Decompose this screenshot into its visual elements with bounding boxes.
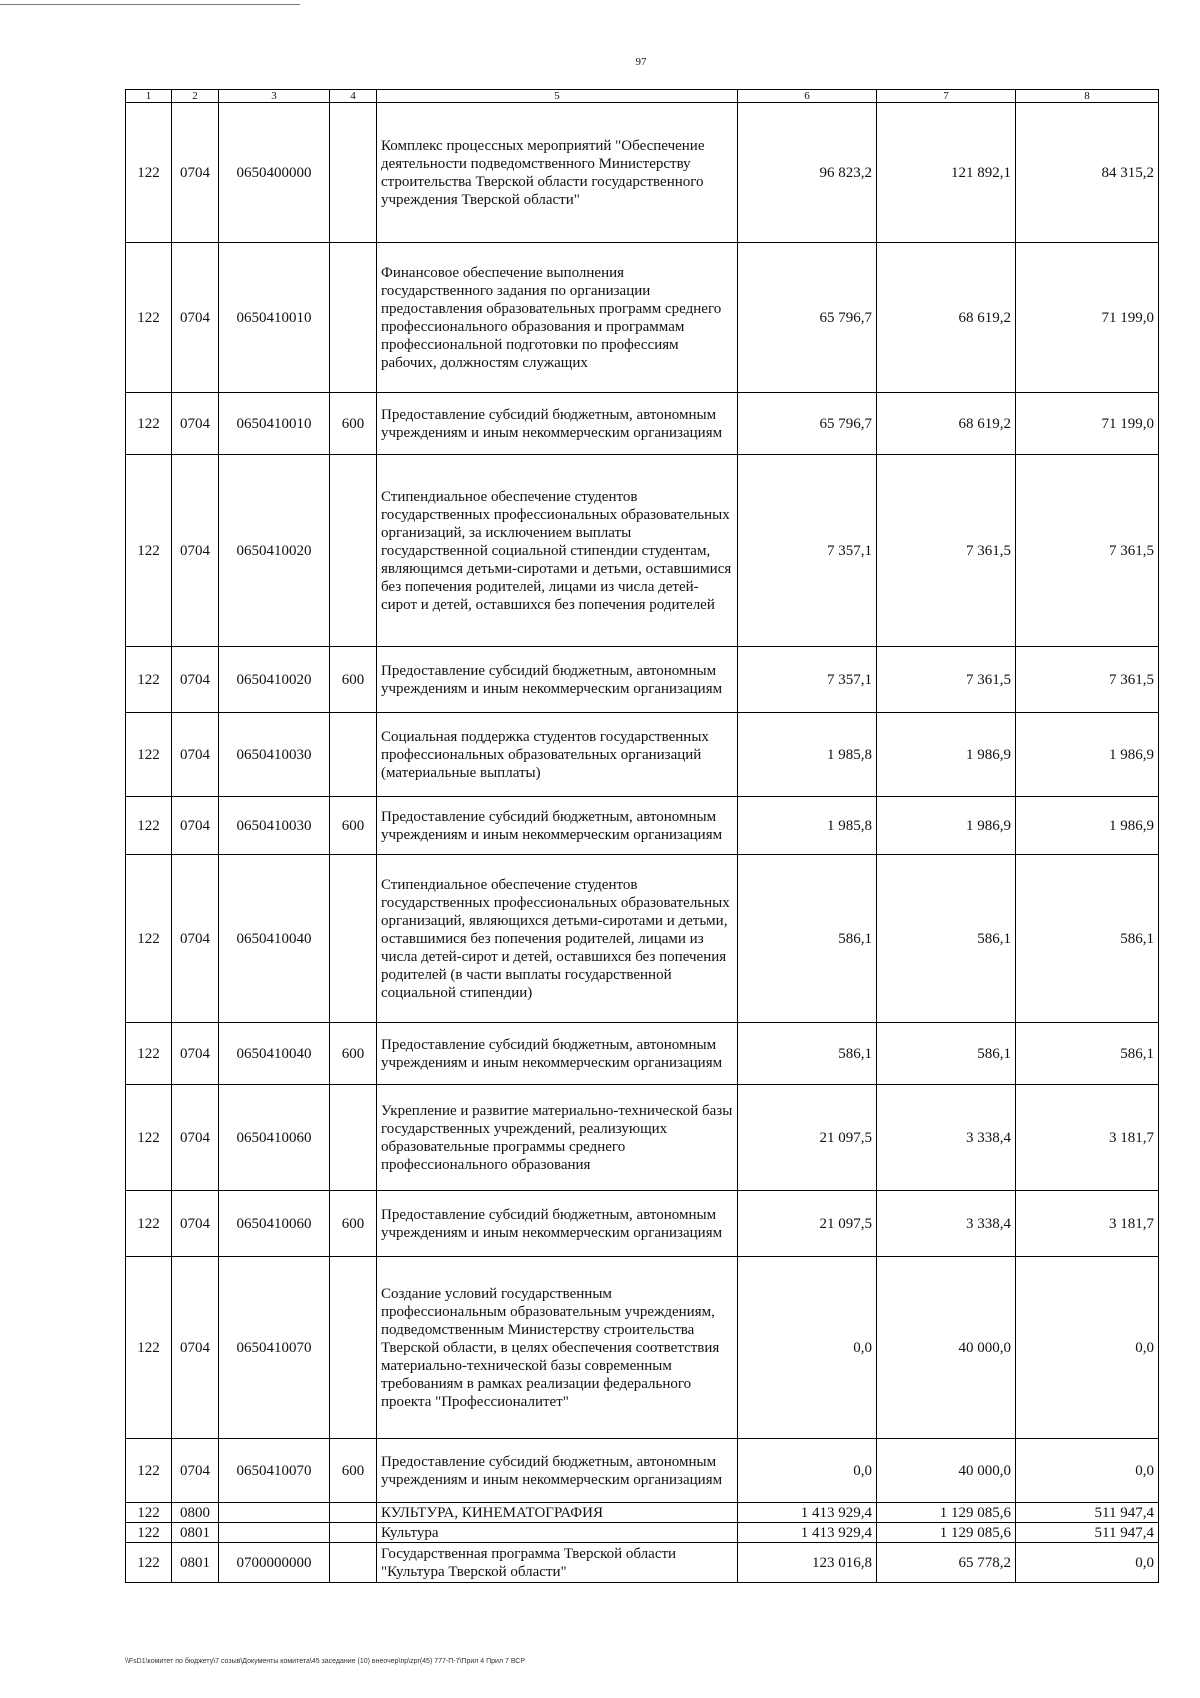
amount-col7: 3 338,4 <box>877 1191 1016 1257</box>
expense-type-code <box>330 713 377 797</box>
amount-col8: 7 361,5 <box>1016 647 1159 713</box>
section-code: 0704 <box>172 1023 219 1085</box>
amount-col6: 0,0 <box>738 1439 877 1503</box>
target-article-code: 0650410060 <box>219 1085 330 1191</box>
amount-col7: 586,1 <box>877 1023 1016 1085</box>
column-header: 2 <box>172 90 219 103</box>
amount-col8: 0,0 <box>1016 1543 1159 1583</box>
section-code: 0704 <box>172 455 219 647</box>
budget-table <box>125 89 1159 1583</box>
expense-type-code: 600 <box>330 1439 377 1503</box>
amount-col7: 65 778,2 <box>877 1543 1016 1583</box>
section-code: 0704 <box>172 713 219 797</box>
target-article-code <box>219 1503 330 1523</box>
ministry-code: 122 <box>126 1023 172 1085</box>
section-code: 0704 <box>172 1257 219 1439</box>
ministry-code: 122 <box>126 797 172 855</box>
section-code: 0704 <box>172 103 219 243</box>
amount-col7: 7 361,5 <box>877 455 1016 647</box>
table-row <box>126 103 1159 243</box>
column-header: 6 <box>738 90 877 103</box>
ministry-code: 122 <box>126 1503 172 1523</box>
ministry-code: 122 <box>126 1439 172 1503</box>
target-article-code: 0650410070 <box>219 1439 330 1503</box>
amount-col8: 71 199,0 <box>1016 243 1159 393</box>
amount-col7: 68 619,2 <box>877 393 1016 455</box>
table-header-row <box>126 90 1159 103</box>
amount-col6: 586,1 <box>738 855 877 1023</box>
table-row <box>126 1085 1159 1191</box>
target-article-code: 0650410010 <box>219 243 330 393</box>
amount-col8: 0,0 <box>1016 1439 1159 1503</box>
amount-col6: 586,1 <box>738 1023 877 1085</box>
amount-col7: 1 129 085,6 <box>877 1523 1016 1543</box>
target-article-code: 0650410060 <box>219 1191 330 1257</box>
amount-col8: 7 361,5 <box>1016 455 1159 647</box>
row-description: Предоставление субсидий бюджетным, автономным учреждениям и иным некоммерческим организациям <box>377 797 738 855</box>
amount-col8: 1 986,9 <box>1016 797 1159 855</box>
table-row <box>126 455 1159 647</box>
column-header: 3 <box>219 90 330 103</box>
amount-col6: 0,0 <box>738 1257 877 1439</box>
amount-col7: 1 986,9 <box>877 713 1016 797</box>
expense-type-code <box>330 455 377 647</box>
amount-col8: 71 199,0 <box>1016 393 1159 455</box>
ministry-code: 122 <box>126 713 172 797</box>
ministry-code: 122 <box>126 1257 172 1439</box>
ministry-code: 122 <box>126 103 172 243</box>
amount-col7: 1 986,9 <box>877 797 1016 855</box>
ministry-code: 122 <box>126 1543 172 1583</box>
amount-col6: 7 357,1 <box>738 647 877 713</box>
row-description: Предоставление субсидий бюджетным, автономным учреждениям и иным некоммерческим организациям <box>377 1439 738 1503</box>
table-row <box>126 1523 1159 1543</box>
amount-col6: 7 357,1 <box>738 455 877 647</box>
target-article-code: 0650400000 <box>219 103 330 243</box>
amount-col6: 65 796,7 <box>738 243 877 393</box>
target-article-code: 0650410020 <box>219 647 330 713</box>
amount-col7: 1 129 085,6 <box>877 1503 1016 1523</box>
expense-type-code: 600 <box>330 393 377 455</box>
expense-type-code: 600 <box>330 1191 377 1257</box>
section-code: 0801 <box>172 1523 219 1543</box>
amount-col7: 68 619,2 <box>877 243 1016 393</box>
row-description: Стипендиальное обеспечение студентов государственных профессиональных образовательных организаций, за исключением выплаты государственной социальной стипендии студентам, являющимся детьми-сиротами и детьми, оставшимися без попечения родителей, лицами из числа детей-сирот и детей, оставшихся без попечения родителей <box>377 455 738 647</box>
section-code: 0704 <box>172 647 219 713</box>
section-code: 0704 <box>172 1191 219 1257</box>
target-article-code: 0650410040 <box>219 1023 330 1085</box>
table-row <box>126 1503 1159 1523</box>
amount-col8: 3 181,7 <box>1016 1191 1159 1257</box>
expense-type-code <box>330 1543 377 1583</box>
row-description: Предоставление субсидий бюджетным, автономным учреждениям и иным некоммерческим организациям <box>377 1191 738 1257</box>
row-description: Предоставление субсидий бюджетным, автономным учреждениям и иным некоммерческим организациям <box>377 1023 738 1085</box>
row-description: Создание условий государственным профессиональным образовательным учреждениям, подведомственным Министерству строительства Тверской области, в целях обеспечения соответствия материально-технической базы современным требованиям в рамках реализации федерального проекта "Профессионалитет" <box>377 1257 738 1439</box>
row-description: КУЛЬТУРА, КИНЕМАТОГРАФИЯ <box>377 1503 738 1523</box>
table-row <box>126 797 1159 855</box>
section-code: 0704 <box>172 797 219 855</box>
table-row <box>126 1257 1159 1439</box>
section-code: 0801 <box>172 1543 219 1583</box>
ministry-code: 122 <box>126 1191 172 1257</box>
amount-col7: 40 000,0 <box>877 1257 1016 1439</box>
footer-file-path: \\FsD1\комитет по бюджету\7 созыв\Документы комитета\45 заседание (10) внеочер\пр\zpr(45) 777-П-7\Прил 4 Прил 7 ВСР <box>125 1658 525 1665</box>
row-description: Стипендиальное обеспечение студентов государственных профессиональных образовательных организаций, являющихся детьми-сиротами и детьми, оставшимися без попечения родителей, лицами из числа детей-сирот и детей, оставшихся без попечения родителей (в части выплаты государственной социальной стипендии) <box>377 855 738 1023</box>
target-article-code: 0650410030 <box>219 713 330 797</box>
target-article-code <box>219 1523 330 1543</box>
section-code: 0704 <box>172 393 219 455</box>
table-row <box>126 393 1159 455</box>
column-header: 7 <box>877 90 1016 103</box>
section-code: 0704 <box>172 1439 219 1503</box>
table-row <box>126 1023 1159 1085</box>
amount-col8: 3 181,7 <box>1016 1085 1159 1191</box>
target-article-code: 0700000000 <box>219 1543 330 1583</box>
column-header: 1 <box>126 90 172 103</box>
amount-col6: 96 823,2 <box>738 103 877 243</box>
expense-type-code <box>330 1257 377 1439</box>
amount-col6: 65 796,7 <box>738 393 877 455</box>
amount-col6: 21 097,5 <box>738 1085 877 1191</box>
ministry-code: 122 <box>126 1523 172 1543</box>
amount-col8: 586,1 <box>1016 1023 1159 1085</box>
ministry-code: 122 <box>126 1085 172 1191</box>
page-number: 97 <box>635 56 647 68</box>
section-code: 0704 <box>172 243 219 393</box>
row-description: Предоставление субсидий бюджетным, автономным учреждениям и иным некоммерческим организациям <box>377 647 738 713</box>
top-rule <box>0 4 300 5</box>
amount-col6: 21 097,5 <box>738 1191 877 1257</box>
section-code: 0800 <box>172 1503 219 1523</box>
row-description: Укрепление и развитие материально-технической базы государственных учреждений, реализующих образовательные программы среднего профессионального образования <box>377 1085 738 1191</box>
column-header: 5 <box>377 90 738 103</box>
row-description: Государственная программа Тверской области "Культура Тверской области" <box>377 1543 738 1583</box>
table-row <box>126 1439 1159 1503</box>
amount-col7: 121 892,1 <box>877 103 1016 243</box>
table-row <box>126 243 1159 393</box>
expense-type-code <box>330 243 377 393</box>
ministry-code: 122 <box>126 647 172 713</box>
ministry-code: 122 <box>126 393 172 455</box>
amount-col8: 511 947,4 <box>1016 1523 1159 1543</box>
row-description: Комплекс процессных мероприятий "Обеспечение деятельности подведомственного Министерству строительства Тверской области государственного учреждения Тверской области" <box>377 103 738 243</box>
target-article-code: 0650410020 <box>219 455 330 647</box>
expense-type-code: 600 <box>330 647 377 713</box>
amount-col6: 123 016,8 <box>738 1543 877 1583</box>
table-row <box>126 647 1159 713</box>
amount-col8: 0,0 <box>1016 1257 1159 1439</box>
amount-col8: 84 315,2 <box>1016 103 1159 243</box>
amount-col8: 511 947,4 <box>1016 1503 1159 1523</box>
target-article-code: 0650410010 <box>219 393 330 455</box>
row-description: Культура <box>377 1523 738 1543</box>
amount-col6: 1 985,8 <box>738 713 877 797</box>
target-article-code: 0650410070 <box>219 1257 330 1439</box>
target-article-code: 0650410030 <box>219 797 330 855</box>
target-article-code: 0650410040 <box>219 855 330 1023</box>
ministry-code: 122 <box>126 855 172 1023</box>
table-row <box>126 855 1159 1023</box>
row-description: Социальная поддержка студентов государственных профессиональных образовательных организаций (материальные выплаты) <box>377 713 738 797</box>
ministry-code: 122 <box>126 243 172 393</box>
amount-col7: 7 361,5 <box>877 647 1016 713</box>
column-header: 8 <box>1016 90 1159 103</box>
expense-type-code <box>330 855 377 1023</box>
row-description: Предоставление субсидий бюджетным, автономным учреждениям и иным некоммерческим организациям <box>377 393 738 455</box>
expense-type-code: 600 <box>330 1023 377 1085</box>
amount-col6: 1 413 929,4 <box>738 1503 877 1523</box>
table-row <box>126 1543 1159 1583</box>
amount-col8: 586,1 <box>1016 855 1159 1023</box>
expense-type-code <box>330 1085 377 1191</box>
expense-type-code: 600 <box>330 797 377 855</box>
expense-type-code <box>330 1503 377 1523</box>
amount-col7: 3 338,4 <box>877 1085 1016 1191</box>
amount-col7: 586,1 <box>877 855 1016 1023</box>
row-description: Финансовое обеспечение выполнения государственного задания по организации предоставления образовательных программ среднего профессионального образования и программам профессиональной подготовки по профессиям рабочих, должностям служащих <box>377 243 738 393</box>
amount-col8: 1 986,9 <box>1016 713 1159 797</box>
amount-col6: 1 985,8 <box>738 797 877 855</box>
ministry-code: 122 <box>126 455 172 647</box>
expense-type-code <box>330 103 377 243</box>
column-header: 4 <box>330 90 377 103</box>
amount-col7: 40 000,0 <box>877 1439 1016 1503</box>
amount-col6: 1 413 929,4 <box>738 1523 877 1543</box>
section-code: 0704 <box>172 1085 219 1191</box>
table-row <box>126 1191 1159 1257</box>
table-row <box>126 713 1159 797</box>
expense-type-code <box>330 1523 377 1543</box>
section-code: 0704 <box>172 855 219 1023</box>
